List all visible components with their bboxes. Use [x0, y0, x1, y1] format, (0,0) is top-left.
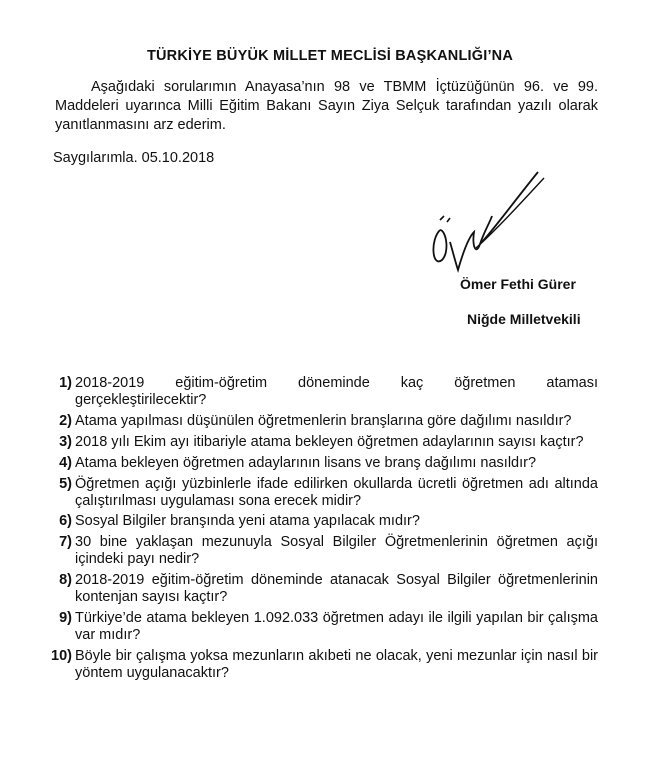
document-title: TÜRKİYE BÜYÜK MİLLET MECLİSİ BAŞKANLIĞI’NA: [146, 48, 514, 64]
question-text: Sosyal Bilgiler branşında yeni atama yapılacak mıdır?: [75, 513, 420, 530]
question-number: 3): [59, 433, 72, 450]
closing-line: Saygılarımla. 05.10.2018: [53, 150, 215, 166]
question-number: 10): [51, 648, 72, 665]
question-item: [50, 455, 598, 472]
signatory-name: Ömer Fethi Gürer: [460, 276, 576, 292]
intro-paragraph: Aşağıdaki sorularımın Anayasa’nın 98 ve TBMM İçtüzüğünün 96. ve 99. Maddeleri uyarınca Milli Eğitim Bakanı Sayın Ziya Selçuk tarafından yazılı olarak yanıtlanmasını arz ederim.: [55, 79, 598, 133]
question-item: [50, 375, 598, 409]
question-item: [50, 413, 598, 430]
signatory-title: Niğde Milletvekili: [467, 311, 581, 327]
question-number: 9): [59, 610, 72, 627]
question-text: Öğretmen açığı yüzbinlerle ifade edilirken okullarda ücretli öğretmen adı altında çalıştırılması uygulaması sona erecek midir?: [75, 475, 598, 509]
question-text: 2018 yılı Ekim ayı itibariyle atama bekleyen öğretmen adaylarının sayısı kaçtır?: [75, 433, 584, 450]
question-text: 30 bine yaklaşan mezunuyla Sosyal Bilgiler Öğretmenlerinin öğretmen açığı içindeki payı nedir?: [75, 534, 598, 568]
question-text: 2018-2019 eğitim-öğretim döneminde kaç öğretmen ataması gerçekleştirilecektir?: [75, 375, 598, 408]
question-text: Böyle bir çalışma yoksa mezunların akıbeti ne olacak, yeni mezunlar için nasıl bir yöntem uygulanacaktır?: [75, 648, 598, 682]
question-item: [50, 572, 598, 606]
question-number: 6): [59, 513, 72, 530]
question-item: [50, 610, 598, 644]
question-text: Atama bekleyen öğretmen adaylarının lisans ve branş dağılımı nasıldır?: [75, 454, 537, 471]
question-text: Türkiye’de atama bekleyen 1.092.033 öğretmen adayı ile ilgili yapılan bir çalışma var mıdır?: [75, 610, 598, 644]
question-number: 1): [59, 375, 72, 391]
question-number: 5): [59, 475, 72, 492]
question-item: [50, 648, 598, 682]
question-text: Atama yapılması düşünülen öğretmenlerin branşlarına göre dağılımı nasıldır?: [75, 412, 572, 429]
question-number: 4): [59, 454, 72, 471]
question-item: [50, 513, 598, 530]
question-number: 8): [59, 572, 72, 589]
question-item: [50, 476, 598, 510]
question-number: 7): [59, 534, 72, 551]
question-list: [50, 375, 598, 686]
question-number: 2): [59, 412, 72, 429]
question-text: 2018-2019 eğitim-öğretim döneminde atanacak Sosyal Bilgiler öğretmenlerinin kontenjan sayısı kaçtır?: [75, 572, 598, 606]
question-item: [50, 534, 598, 568]
handwritten-signature: [420, 160, 560, 295]
question-item: [50, 434, 598, 451]
